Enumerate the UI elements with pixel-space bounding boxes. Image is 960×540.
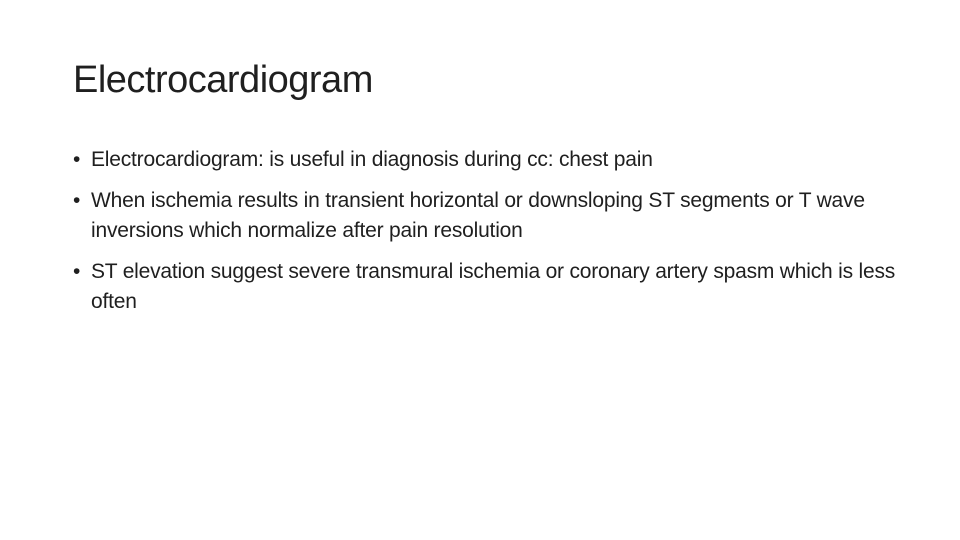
bullet-item: [73, 145, 903, 175]
slide-title: Electrocardiogram: [73, 59, 373, 101]
bullet-list: [73, 145, 903, 328]
bullet-icon: •: [73, 148, 81, 171]
bullet-text: ST elevation suggest severe transmural ischemia or coronary artery spasm which is less often: [91, 260, 896, 313]
bullet-icon: •: [73, 189, 81, 212]
bullet-icon: •: [73, 260, 81, 283]
bullet-item: [73, 257, 903, 317]
bullet-text: Electrocardiogram: is useful in diagnosis during cc: chest pain: [91, 148, 653, 171]
bullet-item: [73, 186, 903, 246]
bullet-text: When ischemia results in transient horizontal or downsloping ST segments or T wave inversions which normalize after pain resolution: [91, 189, 865, 242]
